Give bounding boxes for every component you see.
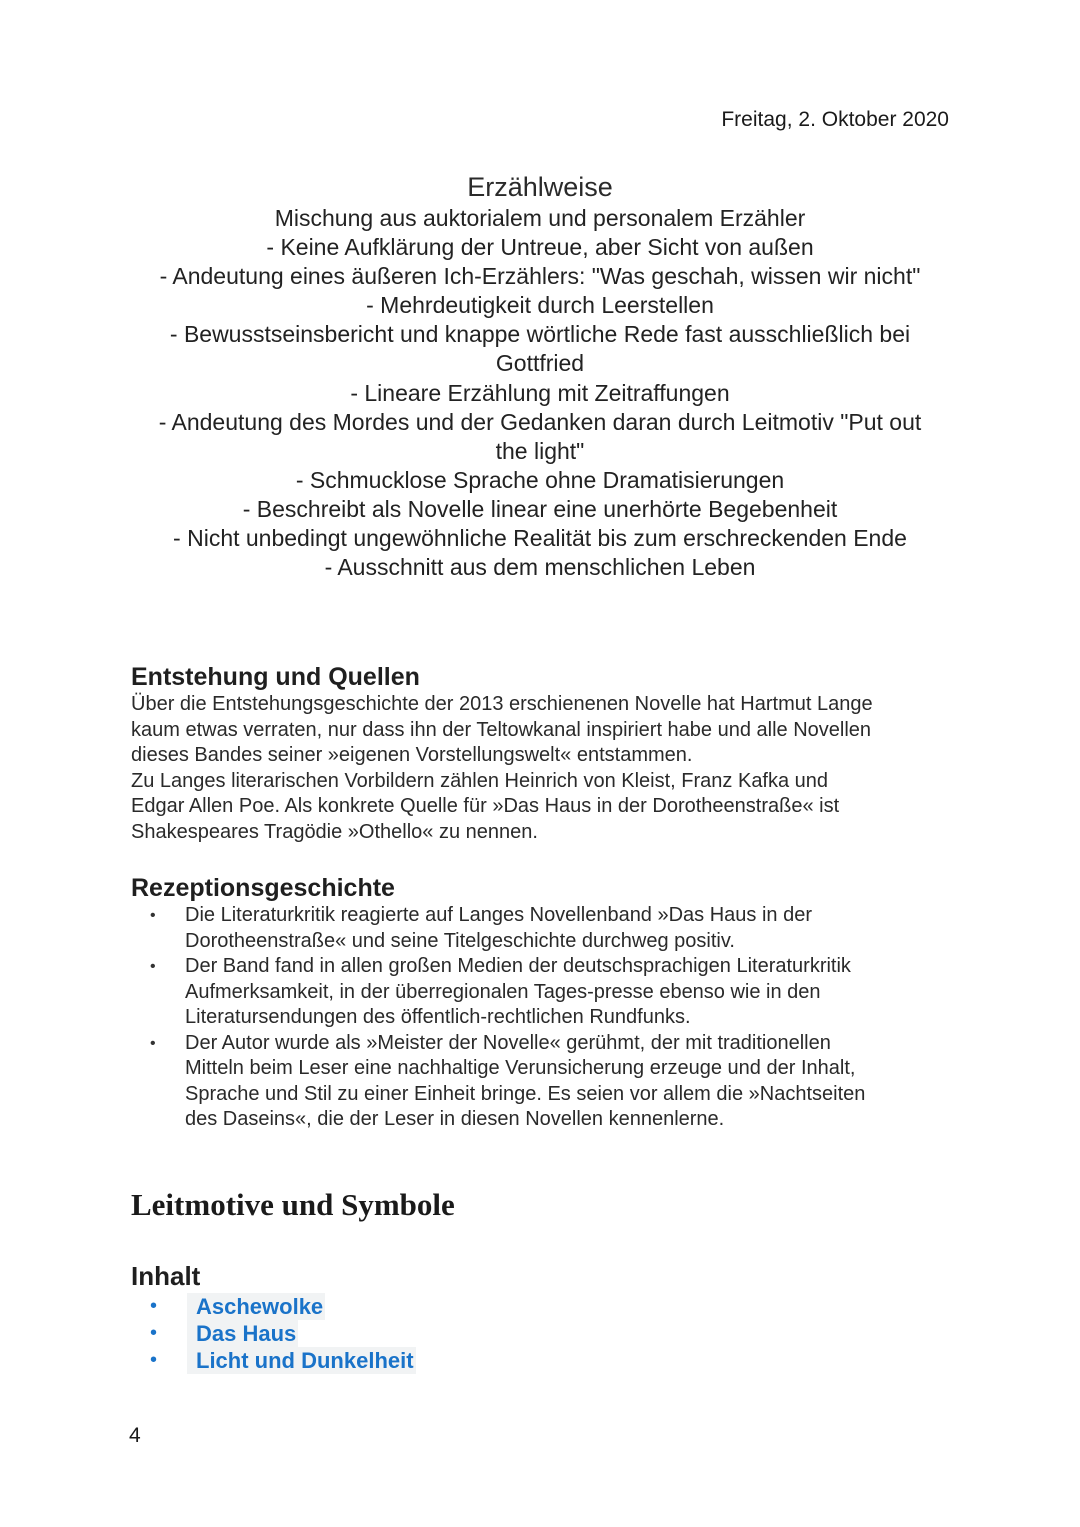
page-number: 4 xyxy=(129,1424,141,1447)
list-item-line: Die Literaturkritik reagierte auf Langes Novellenband »Das Haus in der xyxy=(185,904,813,926)
narration-title: Erzählweise xyxy=(467,172,613,202)
narration-section xyxy=(130,170,950,582)
link-aschewolke[interactable]: Aschewolke xyxy=(187,1293,325,1320)
list-item-line: Mitteln beim Leser eine nachhaltige Verunsicherung erzeuge und der Inhalt, xyxy=(185,1057,856,1079)
leitmotive-heading: Leitmotive und Symbole xyxy=(131,1187,455,1222)
narration-line: - Bewusstseinsbericht und knappe wörtliche Rede fast ausschließlich bei xyxy=(169,321,911,348)
bullet-icon: • xyxy=(150,1322,158,1344)
link-licht-und-dunkelheit[interactable]: Licht und Dunkelheit xyxy=(187,1347,416,1374)
list-item-line: Aufmerksamkeit, in der überregionalen Tages-presse ebenso wie in den xyxy=(185,980,821,1003)
narration-line: Gottfried xyxy=(495,350,585,377)
bullet-icon: • xyxy=(150,1295,158,1317)
list-item-line: Literatursendungen des öffentlich-rechtlichen Rundfunks. xyxy=(185,1006,691,1028)
inhalt-section xyxy=(131,1261,961,1374)
narration-line: - Mehrdeutigkeit durch Leerstellen xyxy=(366,292,714,319)
link-das-haus[interactable]: Das Haus xyxy=(187,1320,298,1347)
list-item xyxy=(131,954,961,1031)
entstehung-section xyxy=(131,662,961,845)
rezeption-section xyxy=(131,873,961,1133)
narration-line: - Andeutung des Mordes und der Gedanken daran durch Leitmotiv "Put out xyxy=(158,408,922,435)
list-item xyxy=(131,1347,961,1374)
list-item xyxy=(131,903,961,954)
inhalt-heading: Inhalt xyxy=(131,1261,201,1291)
narration-line: - Schmucklose Sprache ohne Dramatisierungen xyxy=(295,466,785,493)
narration-line: the light" xyxy=(495,437,585,464)
list-item xyxy=(131,1031,961,1133)
narration-line: - Ausschnitt aus dem menschlichen Leben xyxy=(324,554,756,581)
list-item-line: Dorotheenstraße« und seine Titelgeschichte durchweg positiv. xyxy=(185,929,735,952)
list-item xyxy=(131,1320,961,1347)
narration-line: - Lineare Erzählung mit Zeitraffungen xyxy=(350,379,730,406)
rezeption-list xyxy=(131,903,961,1133)
paragraph-line: Edgar Allen Poe. Als konkrete Quelle für »Das Haus in der Dorotheenstraße« ist xyxy=(131,795,840,817)
paragraph-line: dieses Bandes seiner »eigenen Vorstellungswelt« entstammen. xyxy=(131,744,693,766)
list-item xyxy=(131,1293,961,1320)
narration-line: - Beschreibt als Novelle linear eine unerhörte Begebenheit xyxy=(242,495,838,522)
paragraph-line: kaum etwas verraten, nur dass ihn der Teltowkanal inspiriert habe und alle Novellen xyxy=(131,718,872,741)
rezeption-heading: Rezeptionsgeschichte xyxy=(131,874,395,902)
narration-line: - Andeutung eines äußeren Ich-Erzählers: "Was geschah, wissen wir nicht" xyxy=(159,263,921,290)
entstehung-heading: Entstehung und Quellen xyxy=(131,663,420,691)
narration-line: - Nicht unbedingt ungewöhnliche Realität bis zum erschreckenden Ende xyxy=(173,525,907,552)
list-item-line: Sprache und Stil zu einer Einheit bringe. Es seien vor allem die »Nachtseiten xyxy=(185,1082,866,1105)
paragraph-line: Shakespeares Tragödie »Othello« zu nennen. xyxy=(131,820,538,843)
list-item-line: Der Band fand in allen großen Medien der deutschsprachigen Literaturkritik xyxy=(185,955,851,977)
paragraph-line: Über die Entstehungsgeschichte der 2013 erschienenen Novelle hat Hartmut Lange xyxy=(131,693,873,715)
inhalt-link-list xyxy=(131,1293,961,1374)
narration-line: - Keine Aufklärung der Untreue, aber Sicht von außen xyxy=(266,234,814,261)
list-item-line: Der Autor wurde als »Meister der Novelle« gerühmt, der mit traditionellen xyxy=(185,1031,831,1054)
narration-line: Mischung aus auktorialem und personalem Erzähler xyxy=(274,205,806,231)
list-item-line: des Daseins«, die der Leser in diesen Novellen kennenlerne. xyxy=(185,1108,725,1130)
page-date: Freitag, 2. Oktober 2020 xyxy=(721,108,949,131)
bullet-icon: • xyxy=(150,1034,156,1052)
paragraph-line: Zu Langes literarischen Vorbildern zählen Heinrich von Kleist, Franz Kafka und xyxy=(131,769,829,792)
entstehung-paragraph xyxy=(131,692,961,845)
bullet-icon: • xyxy=(150,958,156,975)
bullet-icon: • xyxy=(150,907,156,924)
bullet-icon: • xyxy=(150,1349,158,1371)
